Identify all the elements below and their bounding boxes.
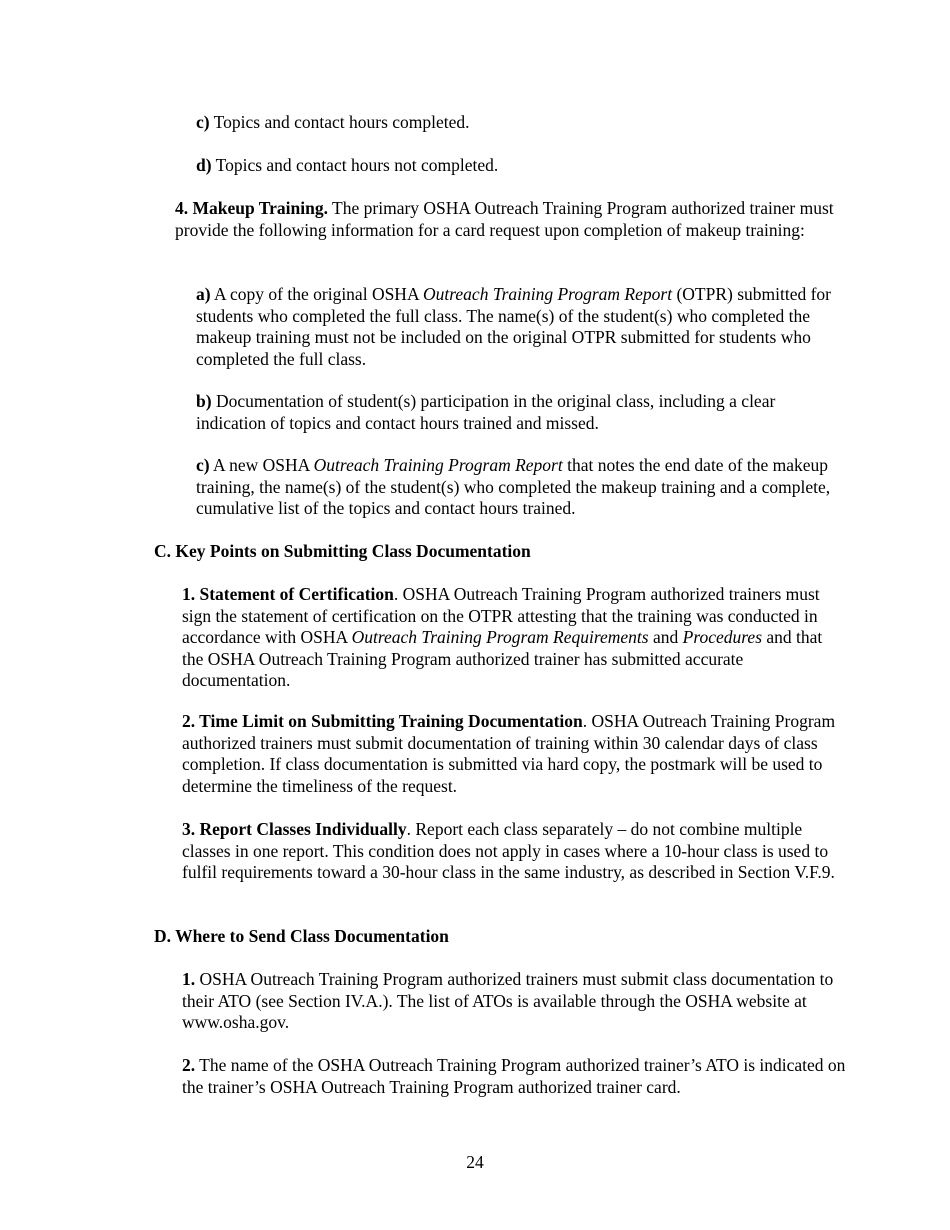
paragraph-heading: 1. bbox=[182, 969, 196, 989]
page-number: 24 bbox=[466, 1152, 484, 1172]
statement-of-certification-paragraph bbox=[182, 584, 847, 692]
item-label: a) bbox=[196, 284, 211, 304]
paragraph-text: . Report each class separately – do not combine multiple classes in one report. This condition does not apply in cases where a 10-hour class is used to fulfil requirements toward a 30-hour class in the same industry, as described in Section V.F.9. bbox=[182, 819, 835, 883]
ato-name-paragraph bbox=[182, 1055, 847, 1098]
paragraph-heading: 1. Statement of Certification bbox=[182, 584, 394, 604]
item-label: d) bbox=[196, 155, 212, 175]
paragraph-heading: 3. Report Classes Individually bbox=[182, 819, 407, 839]
item-label: c) bbox=[196, 455, 210, 475]
report-classes-paragraph bbox=[182, 819, 847, 884]
item-text: Topics and contact hours not completed. bbox=[211, 155, 499, 175]
section-c-heading: C. Key Points on Submitting Class Documentation bbox=[154, 541, 531, 561]
item-d-topics-not-completed bbox=[196, 155, 846, 177]
paragraph-text: The name of the OSHA Outreach Training Program authorized trainer’s ATO is indicated on the trainer’s OSHA Outreach Training Program authorized trainer card. bbox=[182, 1055, 846, 1097]
makeup-item-b bbox=[196, 391, 846, 434]
paragraph-text: OSHA Outreach Training Program authorized trainers must submit class documentation to their ATO (see Section IV.A.). The list of ATOs is available through the OSHA website at www.osha.gov. bbox=[182, 969, 834, 1033]
item-text: (OTPR) submitted for students who completed the full class. The name(s) of the student(s) who completed the makeup training must not be included on the original OTPR submitted for students who completed the full class. bbox=[196, 284, 832, 369]
makeup-training-paragraph bbox=[175, 198, 845, 241]
time-limit-paragraph bbox=[182, 711, 847, 797]
item-text: Topics and contact hours completed. bbox=[209, 112, 470, 132]
paragraph-heading: 2. bbox=[182, 1055, 196, 1075]
paragraph-italic: Procedures bbox=[682, 627, 763, 648]
item-c-topics-completed bbox=[196, 112, 846, 134]
makeup-intro: The primary OSHA Outreach Training Program authorized trainer must provide the following information for a card request upon completion of makeup training: bbox=[175, 198, 834, 240]
paragraph-italic: Outreach Training Program Requirements bbox=[351, 627, 649, 648]
item-text: Documentation of student(s) participation in the original class, including a clear indication of topics and contact hours trained and missed. bbox=[196, 391, 776, 433]
item-italic: Outreach Training Program Report bbox=[423, 284, 673, 304]
item-label: c) bbox=[196, 112, 210, 132]
makeup-item-c bbox=[196, 455, 846, 520]
paragraph-text: . OSHA Outreach Training Program authorized trainers must sign the statement of certification on the OTPR attesting that the training was conducted in accordance with OSHA bbox=[182, 584, 820, 648]
paragraph-text: and bbox=[648, 627, 683, 648]
item-italic: Outreach Training Program Report bbox=[313, 455, 563, 475]
makeup-heading: 4. Makeup Training. bbox=[175, 198, 328, 218]
paragraph-text: . OSHA Outreach Training Program authorized trainers must submit documentation of training within 30 calendar days of class completion. If class documentation is submitted via hard copy, the postmark will be used to determine the timeliness of the request. bbox=[182, 711, 836, 796]
submit-to-ato-paragraph bbox=[182, 969, 847, 1034]
item-text: A copy of the original OSHA bbox=[210, 284, 423, 304]
section-d-heading: D. Where to Send Class Documentation bbox=[154, 926, 449, 946]
item-text: A new OSHA bbox=[209, 455, 314, 475]
paragraph-heading: 2. Time Limit on Submitting Training Documentation bbox=[182, 711, 583, 731]
item-label: b) bbox=[196, 391, 212, 411]
makeup-item-a bbox=[196, 284, 846, 370]
paragraph-text: and that the OSHA Outreach Training Program authorized trainer has submitted accurate documentation. bbox=[182, 627, 823, 691]
item-text: that notes the end date of the makeup training, the name(s) of the student(s) who completed the makeup training and a complete, cumulative list of the topics and contact hours trained. bbox=[196, 455, 831, 519]
